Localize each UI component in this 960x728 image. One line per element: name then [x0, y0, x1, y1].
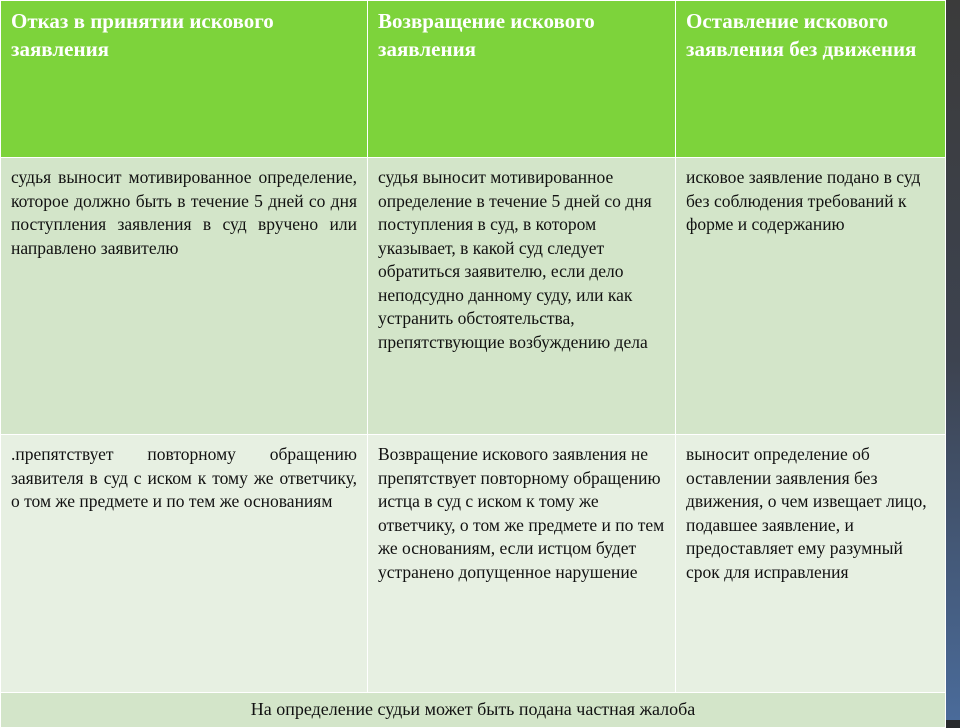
slide-accent-stripe [944, 0, 960, 720]
table-cell: исковое заявление подано в суд без соблюдения требований к форме и содержанию [676, 158, 946, 435]
table-footer-row [1, 693, 946, 728]
table-cell: судья выносит мотивированное определение, которое должно быть в течение 5 дней со дня поступления заявления в суд вручено или направлено заявителю [1, 158, 368, 435]
footer-note: На определение судьи может быть подана частная жалоба [1, 693, 946, 728]
table-cell: выносит определение об оставлении заявления без движения, о чем извещает лицо, подавшее заявление, и предоставляет ему разумный срок для исправления [676, 435, 946, 693]
table-cell: Возвращение искового заявления не препятствует повторному обращению истца в суд с иском к тому же ответчику, о том же предмете и по тем же основаниям, если истцом будет устранено допущенное нарушение [368, 435, 676, 693]
table-cell: судья выносит мотивированное определение в течение 5 дней со дня поступления в суд, в котором указывает, в какой суд следует обратиться заявителю, если дело неподсудно данному суду, или как устранить обстоятельства, препятствующие возбуждению дела [368, 158, 676, 435]
table-cell: .препятствует повторному обращению заявителя в суд с иском к тому же ответчику, о том же предмете и по тем же основаниям [1, 435, 368, 693]
table-row [1, 158, 946, 435]
header-row [1, 1, 946, 158]
table-row [1, 435, 946, 693]
header-cell-refusal: Отказ в принятии искового заявления [1, 1, 368, 158]
header-cell-without-movement: Оставление искового заявления без движения [676, 1, 946, 158]
header-cell-return: Возвращение искового заявления [368, 1, 676, 158]
